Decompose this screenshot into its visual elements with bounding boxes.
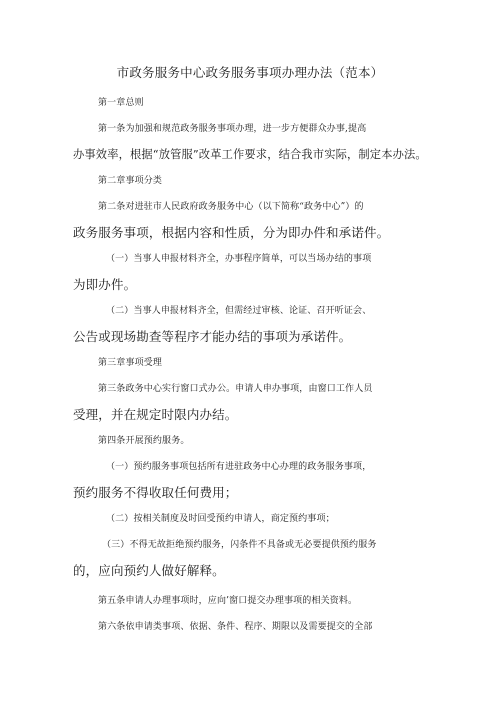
article-4-item-1: （一）预约服务事项包括所有进驻政务中心办理的政务服务事项， 预约服务不得收取任何费用； xyxy=(73,462,372,500)
article-2-item-2: （二）当事人申报材料齐全，但需经过审核、论证、召开听证会、 公告或现场勘查等程序才能办结的事项为承诺件。 xyxy=(73,306,372,344)
article-1: 第一条为加强和规范政务服务事项办理，进一步方便群众办事,提高 办事效率，根据“放管服”改革工作要求，结合我市实际，制定本办法。 xyxy=(73,124,427,161)
article-4-item-3: （三）不得无故拒绝预约服务，闪条件不具备或无必要提供预约服务 的，应向预约人做好解释。 xyxy=(73,540,377,578)
chapter-heading-1: 第一章总则 xyxy=(98,98,144,108)
article-2-item-1: （一）当事人申报材料齐全，办事程序简单，可以当场办结的事项 为即办件。 xyxy=(73,254,372,292)
article-5: 第五条申请人办理事项时，应向’窗口提交办理事项的相关资料。 xyxy=(98,596,358,606)
chapter-heading-2: 第二章事项分类 xyxy=(98,176,163,186)
article-6: 第六条依申请类事项、依据、条件、程序、期限以及需要提交的全部 xyxy=(98,622,373,632)
article-3: 第三条政务中心实行窗口式办公。申请人申办事项，由窗口工作人员 受理，并在规定时限内办结。 xyxy=(73,384,373,422)
article-4-item-2: （二）按相关制度及时回受预约申请人，商定预约事项； xyxy=(106,514,335,524)
chapter-heading-3: 第三章事项受理 xyxy=(98,358,163,368)
document-title: 市政务服务中心政务服务事项办理办法（范本） xyxy=(116,65,384,80)
article-4: 第四条开展预约服务。 xyxy=(98,436,190,446)
article-2: 第二条对进驻市人民政府政务服务中心（以下简称“政务中心”）的 政务服务事项，根据内容和性质，分为即办件和承诺件。 xyxy=(73,202,390,240)
